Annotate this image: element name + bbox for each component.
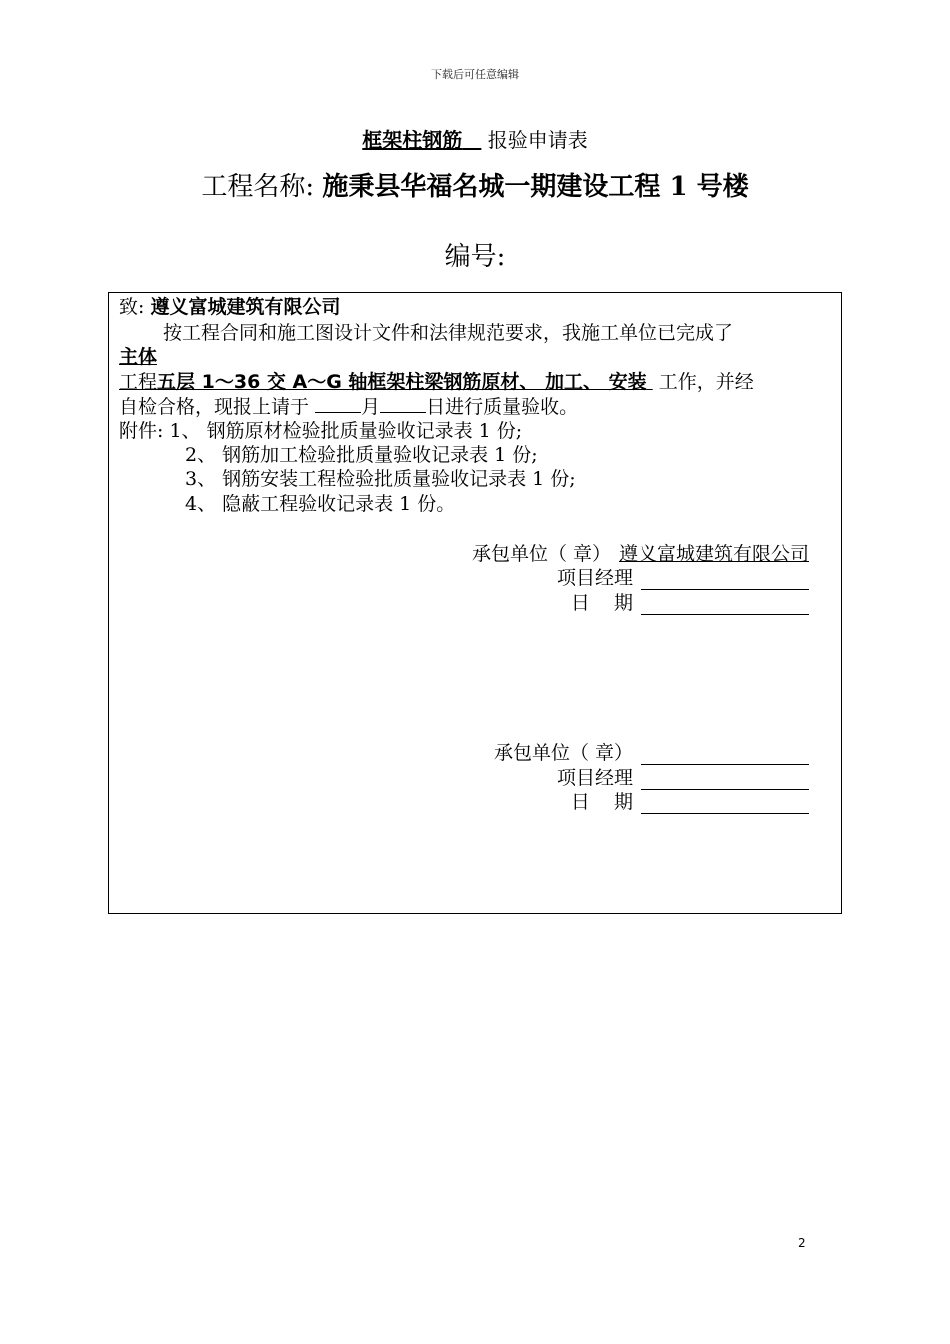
to-label: 致:	[119, 296, 145, 318]
project-name	[0, 166, 950, 203]
to-value: 遵义富城建筑有限公司	[150, 296, 341, 318]
serial-label: 编号:	[444, 242, 506, 272]
work-prefix: 工程	[119, 371, 158, 393]
sign1-unit-label: 承包单位（ 章）	[471, 543, 611, 565]
sign2-unit-row	[494, 741, 809, 765]
project-value: 施秉县华福名城一期建设工程 1 号楼	[322, 172, 749, 202]
sign2-date-row	[571, 790, 809, 814]
sign2-manager-label: 项目经理	[556, 767, 633, 789]
sign1-date-row	[571, 591, 809, 615]
work-detail: 五层 1～36 交 A～G 轴框架柱梁钢筋原材、 加工、 安装	[157, 371, 647, 393]
attachment-item: 2、 钢筋加工检验批质量验收记录表 1 份;	[185, 444, 538, 466]
sign2-date-field[interactable]	[641, 793, 809, 814]
sign1-unit-value: 遵义富城建筑有限公司	[618, 543, 809, 565]
work-scope: 主体	[119, 346, 158, 368]
attachments-label: 附件:	[119, 420, 164, 442]
application-box	[108, 292, 842, 914]
month-label: 月	[361, 396, 381, 418]
para-line-3	[119, 370, 754, 394]
work-suffix: 工作，并经	[658, 371, 754, 393]
sign1-manager-row	[557, 566, 809, 590]
sign2-unit-field[interactable]	[641, 744, 809, 765]
sign2-manager-row	[557, 766, 809, 790]
form-title	[0, 124, 950, 153]
sign1-manager-field[interactable]	[641, 569, 809, 590]
day-blank[interactable]	[380, 394, 426, 413]
sign2-unit-label: 承包单位（ 章）	[493, 742, 633, 764]
serial-number	[0, 236, 950, 273]
sign1-manager-label: 项目经理	[556, 567, 633, 589]
para-line-4	[119, 394, 578, 419]
sign2-manager-field[interactable]	[641, 769, 809, 790]
attachment-item: 3、 钢筋安装工程检验批质量验收记录表 1 份;	[185, 468, 576, 490]
attachments-line-1	[119, 419, 522, 443]
page-number: 2	[798, 1236, 806, 1250]
para-line-2	[119, 345, 157, 369]
day-label: 日进行质量验收。	[426, 396, 579, 418]
sign1-date-field[interactable]	[641, 594, 809, 615]
para-line-1: 按工程合同和施工图设计文件和法律规范要求，我施工单位已完成了	[163, 322, 734, 344]
sign2-date-label: 日 期	[570, 791, 633, 813]
attachment-item: 4、 隐蔽工程验收记录表 1 份。	[185, 493, 456, 515]
month-blank[interactable]	[315, 394, 361, 413]
attachment-item: 1、 钢筋原材检验批质量验收记录表 1 份;	[169, 420, 523, 442]
header-note: 下载后可任意编辑	[431, 68, 519, 81]
request-text: 自检合格，现报上请于	[119, 396, 310, 418]
sign1-unit-row	[472, 542, 809, 566]
form-subject: 框架柱钢筋	[362, 128, 463, 152]
form-title-suffix: 报验申请表	[487, 128, 588, 152]
recipient-line	[119, 295, 340, 319]
project-label: 工程名称:	[201, 172, 315, 202]
sign1-date-label: 日 期	[570, 592, 633, 614]
